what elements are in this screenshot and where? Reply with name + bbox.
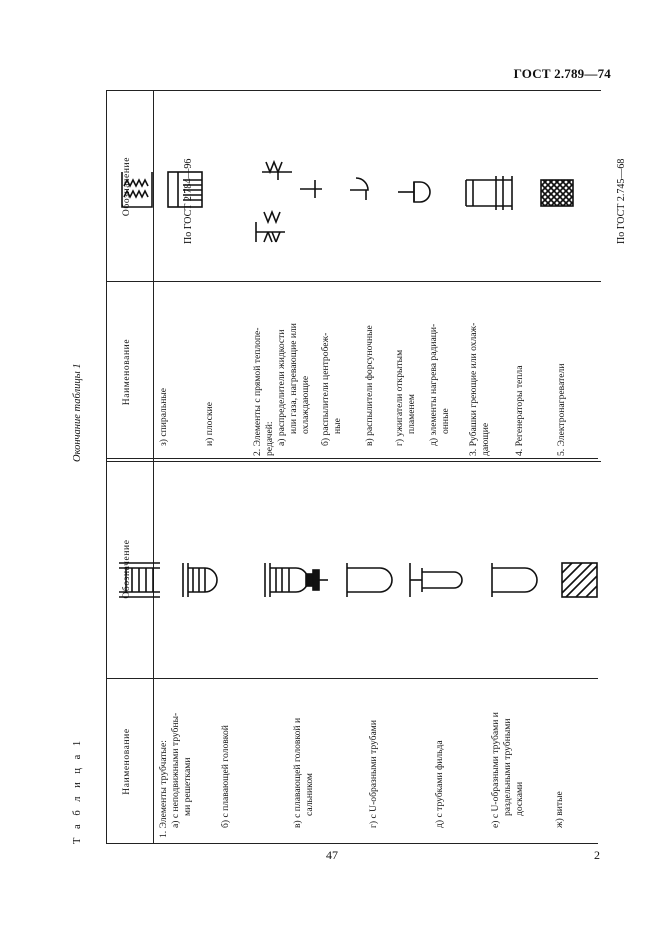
table-2 — [68, 90, 627, 462]
list-item: б) с плавающей головкой — [220, 725, 231, 828]
column-header-name: Наименование — [122, 728, 132, 795]
list-item: 1. Элементы трубчатые: а) с неподвижными трубны- ми решетками — [158, 712, 193, 838]
list-item: 2. Элементы с прямой теплопе- редачей: а) распределители жидкости или газа, нагревающие или охлаждающие — [252, 323, 311, 456]
reference-gost-2745: По ГОСТ 2.745—68 — [616, 158, 627, 244]
table-2-grid — [106, 90, 627, 462]
table-1-caption: Т а б л и ц а 1 — [72, 737, 83, 844]
list-item: е) с U-образными трубами и раздельными трубными досками — [490, 712, 525, 828]
page-corner-number: 2 — [594, 848, 600, 862]
list-item: г) ужигатели открытым пламенем — [394, 349, 417, 446]
column-header-name: Наименование — [122, 338, 132, 406]
list-item: в) с плавающей головкой и сальником — [292, 717, 315, 828]
table-2-caption: Окончание таблицы 1 — [72, 363, 83, 462]
standard-number: ГОСТ 2.789—74 — [513, 66, 611, 81]
list-item: 5. Электронагреватели — [556, 363, 567, 456]
reference-gost-2784: По ГОСТ 2.784—96 — [183, 158, 194, 244]
table-2-names — [158, 288, 598, 456]
list-item: д) элементы нагрева радиаци- онные — [428, 323, 451, 446]
list-item: в) распылители форсуночные — [364, 325, 375, 446]
table-1-grid — [106, 458, 598, 844]
column-header-symbol: Обозначение — [122, 539, 132, 599]
table-1-names — [158, 684, 598, 838]
list-item: д) с трубками фильда — [434, 740, 445, 828]
list-item: и) плоские — [204, 402, 215, 446]
column-header-symbol: Обозначение — [122, 156, 132, 217]
list-item: з) спиральные — [158, 387, 169, 446]
list-item: 4. Регенераторы тепла — [514, 365, 525, 456]
list-item: г) с U-образными трубами — [368, 719, 379, 828]
list-item: ж) витые — [554, 791, 565, 828]
list-item: 3. Рубашки греющие или охлаж- дающие — [468, 322, 491, 456]
page-number: 47 — [326, 848, 338, 862]
list-item: б) распылители центробеж- ные — [320, 332, 343, 446]
table-1 — [68, 458, 598, 844]
